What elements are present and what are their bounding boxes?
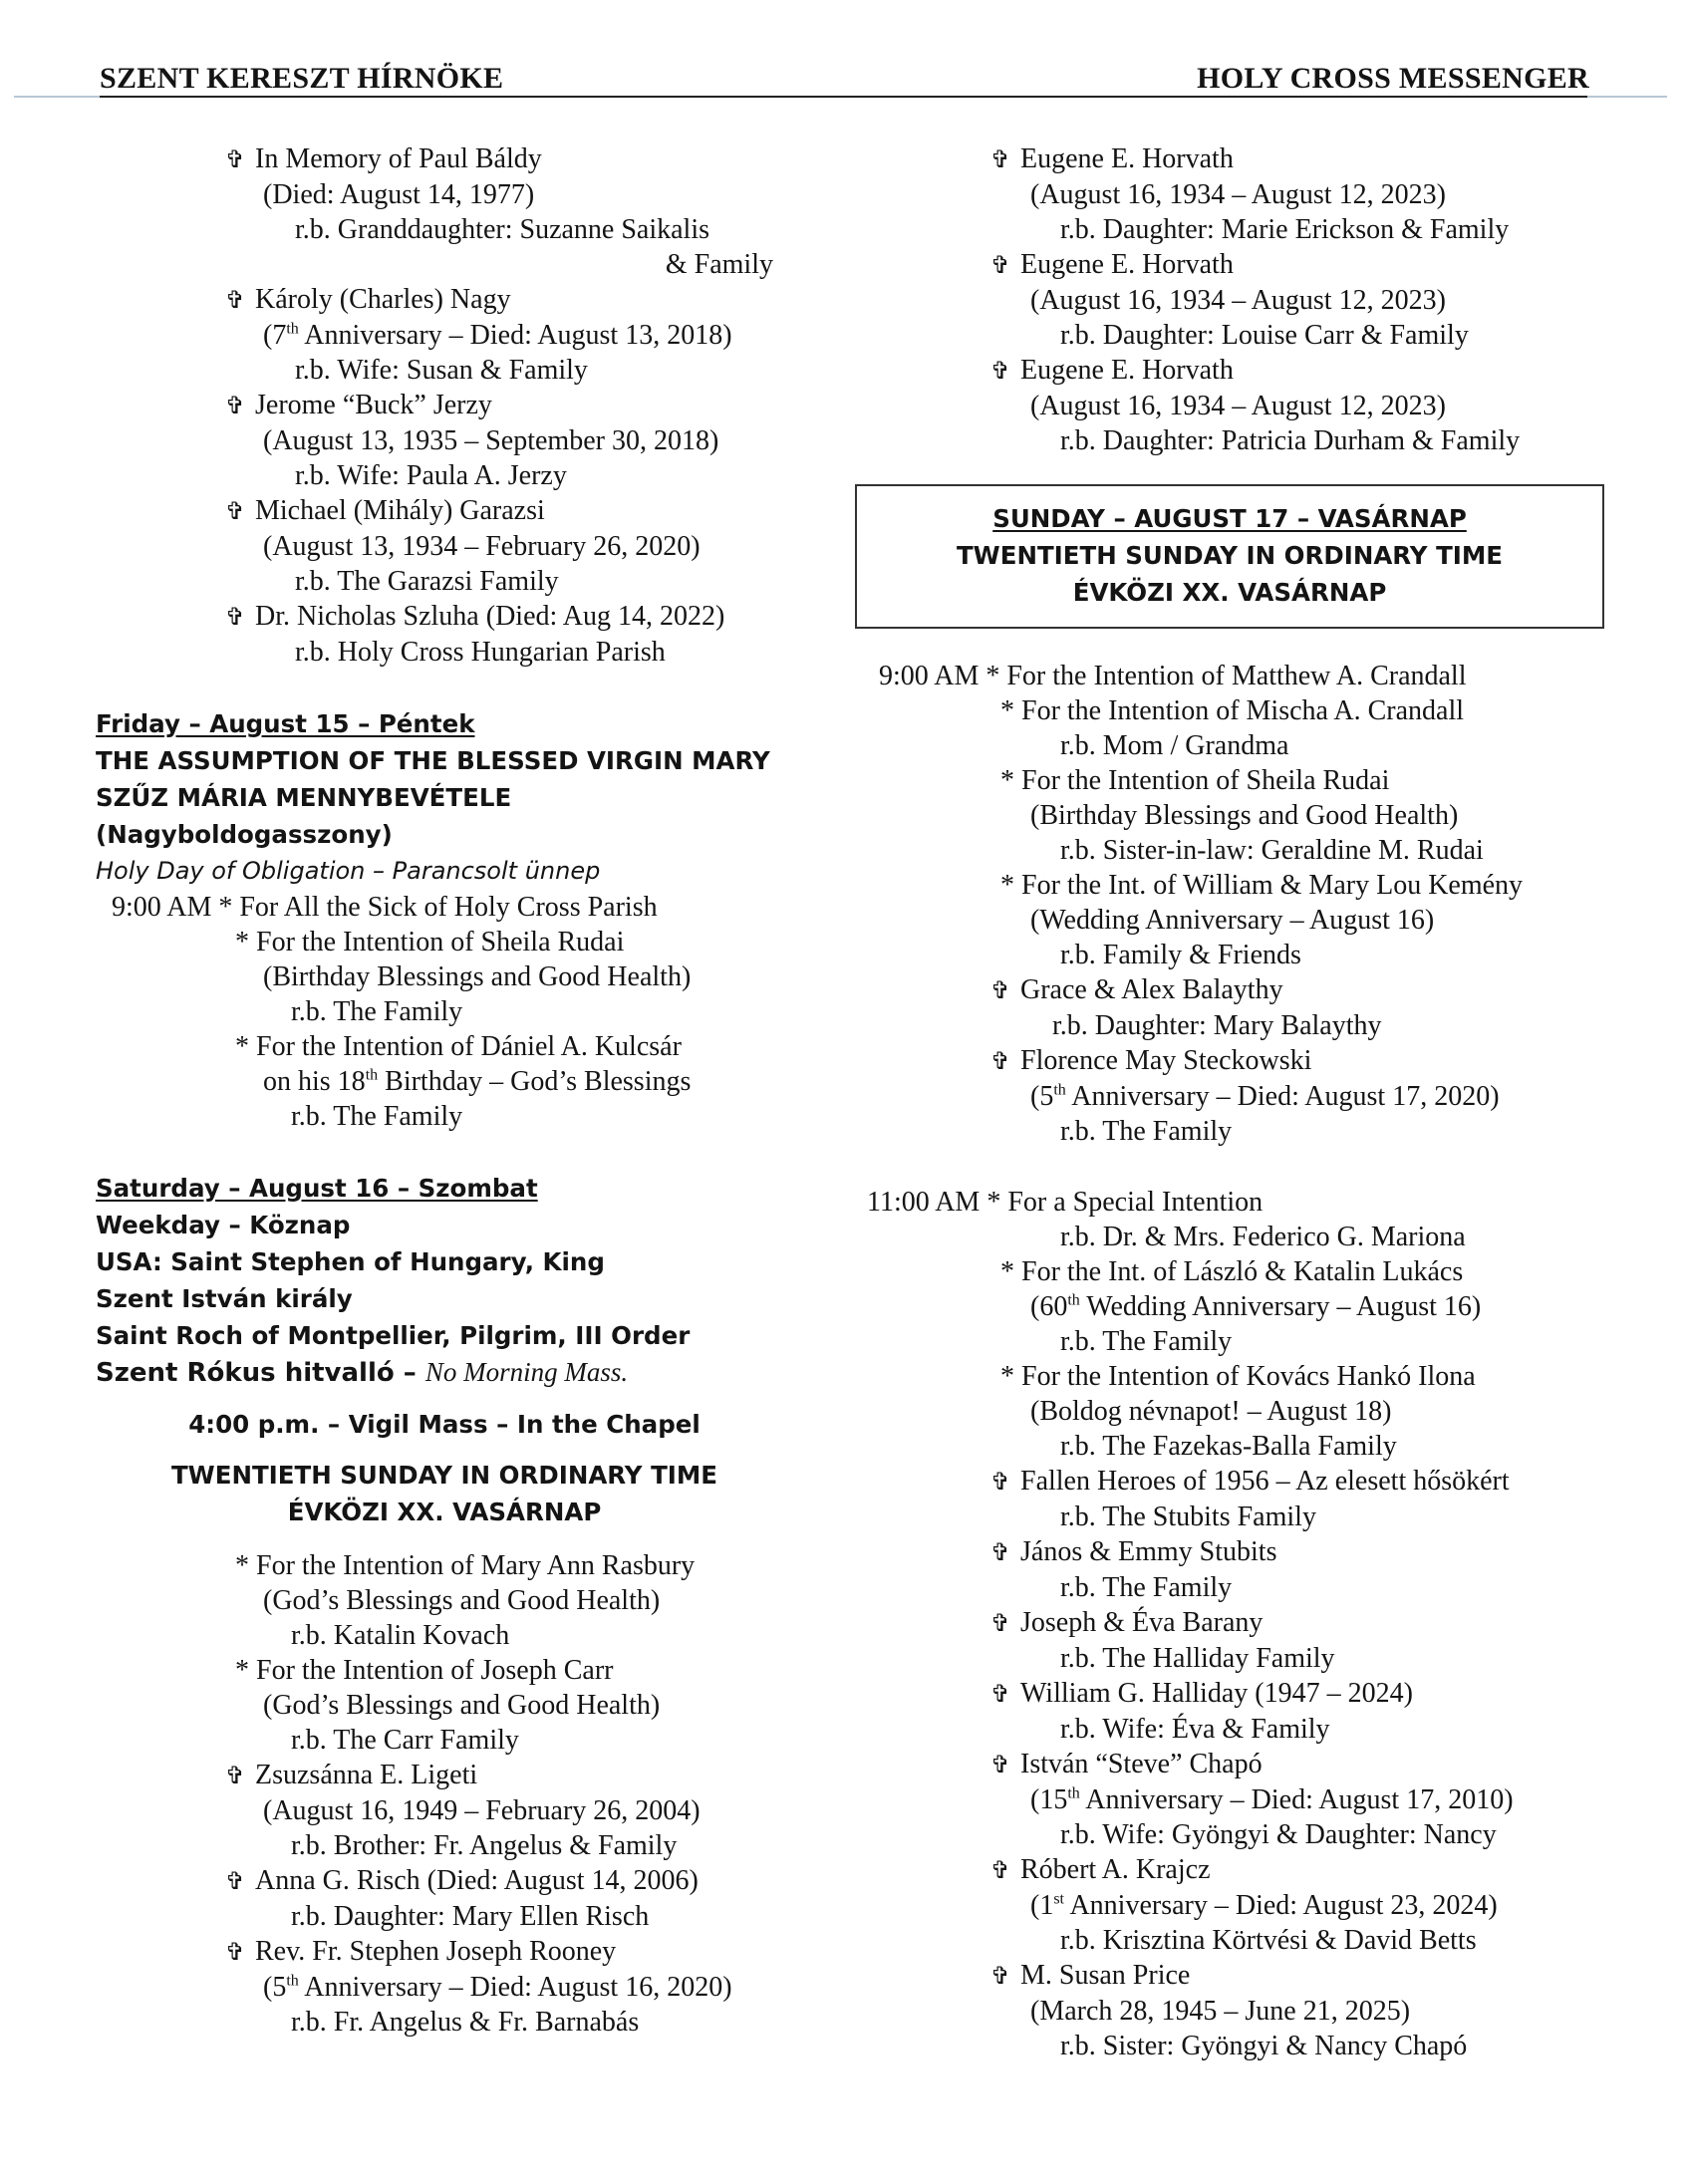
sunday-11am-intentions bbox=[855, 1185, 1612, 2063]
memorial-entry: ✞ Károly (Charles) Nagy bbox=[96, 282, 793, 318]
sunday-title-1: TWENTIETH SUNDAY IN ORDINARY TIME bbox=[956, 541, 1504, 570]
memorial-entry: ✞ Zsuzsánna E. Ligeti bbox=[96, 1758, 793, 1793]
intention-line: (God’s Blessings and Good Health) bbox=[263, 1585, 661, 1616]
header-left-title: SZENT KERESZT HÍRNÖKE bbox=[100, 62, 504, 95]
intention-line: r.b. Granddaughter: Suzanne Saikalis bbox=[295, 214, 710, 245]
memorial-list-right bbox=[855, 141, 1612, 458]
vigil-sunday-title-1: TWENTIETH SUNDAY IN ORDINARY TIME bbox=[170, 1461, 718, 1490]
header-rule bbox=[14, 96, 1667, 98]
cross-icon: ✞ bbox=[225, 286, 246, 314]
intention-line: r.b. The Family bbox=[291, 1101, 463, 1132]
memorial-entry: ✞ Dr. Nicholas Szluha (Died: Aug 14, 2022) bbox=[96, 599, 793, 635]
intention-line: (Birthday Blessings and Good Health) bbox=[1030, 800, 1459, 831]
intention-line: r.b. The Family bbox=[291, 996, 463, 1027]
saturday-heading: Saturday – August 16 – Szombat bbox=[96, 1174, 538, 1203]
intention-line: r.b. The Stubits Family bbox=[1060, 1502, 1316, 1532]
intention-line: (60th Wedding Anniversary – August 16) bbox=[1030, 1291, 1482, 1322]
memorial-list-left bbox=[96, 141, 793, 670]
cross-icon: ✞ bbox=[990, 976, 1011, 1004]
intention-line: r.b. Daughter: Patricia Durham & Family bbox=[1060, 425, 1521, 456]
intention-line: (August 13, 1935 – September 30, 2018) bbox=[263, 425, 719, 456]
intention-line: * For the Intention of Joseph Carr bbox=[235, 1655, 614, 1686]
intention-line: (Birthday Blessings and Good Health) bbox=[263, 961, 692, 992]
vigil-mass: 4:00 p.m. – Vigil Mass – In the Chapel bbox=[188, 1410, 701, 1439]
saturday-line-5 bbox=[96, 1354, 793, 1392]
cross-icon: ✞ bbox=[225, 145, 246, 173]
intention-line: (15th Anniversary – Died: August 17, 2010) bbox=[1030, 1784, 1514, 1815]
intention-line: (Boldog névnapot! – August 18) bbox=[1030, 1396, 1392, 1427]
intention-line: r.b. Mom / Grandma bbox=[1060, 730, 1289, 761]
memorial-entry: ✞ William G. Halliday (1947 – 2024) bbox=[855, 1676, 1612, 1712]
vigil-intentions bbox=[96, 1548, 793, 2040]
memorial-entry: ✞ Róbert A. Krajcz bbox=[855, 1852, 1612, 1888]
cross-icon: ✞ bbox=[225, 497, 246, 525]
intention-line: (August 16, 1934 – August 12, 2023) bbox=[1030, 179, 1446, 210]
memorial-entry: ✞ Jerome “Buck” Jerzy bbox=[96, 388, 793, 423]
intention-line: * For the Int. of László & Katalin Lukács bbox=[1000, 1256, 1464, 1287]
cross-icon: ✞ bbox=[990, 145, 1011, 173]
left-column bbox=[96, 141, 793, 2040]
intention-line: r.b. The Family bbox=[1060, 1326, 1233, 1357]
intention-line: * For the Intention of Sheila Rudai bbox=[235, 927, 625, 957]
cross-icon: ✞ bbox=[225, 1867, 246, 1895]
intention-line: r.b. Krisztina Körtvési & David Betts bbox=[1060, 1925, 1477, 1956]
memorial-entry: ✞ Rev. Fr. Stephen Joseph Rooney bbox=[96, 1934, 793, 1970]
intention-line: * For the Intention of Sheila Rudai bbox=[1000, 765, 1390, 796]
intention-line: (August 13, 1934 – February 26, 2020) bbox=[263, 531, 701, 562]
cross-icon: ✞ bbox=[990, 1468, 1011, 1496]
intention-line: r.b. The Halliday Family bbox=[1060, 1643, 1335, 1674]
intention-line: * For the Intention of Mary Ann Rasbury bbox=[235, 1550, 696, 1581]
memorial-entry: ✞ István “Steve” Chapó bbox=[855, 1747, 1612, 1782]
friday-intentions bbox=[96, 890, 793, 1134]
memorial-entry: ✞ Eugene E. Horvath bbox=[855, 141, 1612, 177]
intention-line: (7th Anniversary – Died: August 13, 2018) bbox=[263, 320, 732, 351]
intention-line: * For the Int. of William & Mary Lou Kemény bbox=[1000, 870, 1524, 901]
intention-line: r.b. Katalin Kovach bbox=[291, 1620, 510, 1651]
intention-line: r.b. The Family bbox=[1060, 1572, 1233, 1603]
intention-line: (August 16, 1934 – August 12, 2023) bbox=[1030, 391, 1446, 421]
mass-time-line: 9:00 AM * For the Intention of Matthew A. Crandall bbox=[879, 661, 1467, 691]
intention-line: r.b. Fr. Angelus & Fr. Barnabás bbox=[291, 2007, 640, 2038]
friday-section bbox=[96, 705, 793, 1134]
cross-icon: ✞ bbox=[225, 392, 246, 419]
intention-line: & Family bbox=[665, 249, 773, 280]
saturday-line-2: USA: Saint Stephen of Hungary, King bbox=[96, 1247, 605, 1276]
intention-line: (Died: August 14, 1977) bbox=[263, 179, 535, 210]
intention-line: (God’s Blessings and Good Health) bbox=[263, 1690, 661, 1721]
memorial-entry: ✞ Florence May Steckowski bbox=[855, 1043, 1612, 1079]
intention-line: r.b. Wife: Paula A. Jerzy bbox=[295, 460, 567, 491]
memorial-entry: ✞ Fallen Heroes of 1956 – Az elesett hősökért bbox=[855, 1464, 1612, 1500]
intention-line: r.b. Family & Friends bbox=[1060, 940, 1301, 970]
sunday-heading-box bbox=[855, 484, 1604, 629]
cross-icon: ✞ bbox=[990, 1856, 1011, 1884]
memorial-entry: ✞ János & Emmy Stubits bbox=[855, 1534, 1612, 1570]
friday-feast-1: THE ASSUMPTION OF THE BLESSED VIRGIN MARY bbox=[96, 746, 770, 775]
intention-line: r.b. Sister: Gyöngyi & Nancy Chapó bbox=[1060, 2031, 1468, 2061]
memorial-entry: ✞ Michael (Mihály) Garazsi bbox=[96, 493, 793, 529]
intention-line: (5th Anniversary – Died: August 17, 2020) bbox=[1030, 1081, 1500, 1112]
memorial-entry: ✞ Eugene E. Horvath bbox=[855, 353, 1612, 389]
vigil-sunday-title-2: ÉVKÖZI XX. VASÁRNAP bbox=[287, 1498, 602, 1526]
intention-line: (August 16, 1949 – February 26, 2004) bbox=[263, 1795, 701, 1826]
header-right-title: HOLY CROSS MESSENGER bbox=[1197, 62, 1589, 95]
intention-line: r.b. Brother: Fr. Angelus & Family bbox=[291, 1830, 678, 1861]
intention-line: r.b. Sister-in-law: Geraldine M. Rudai bbox=[1060, 835, 1484, 866]
intention-line: r.b. Wife: Susan & Family bbox=[295, 355, 588, 386]
cross-icon: ✞ bbox=[990, 1047, 1011, 1075]
intention-line: on his 18th Birthday – God’s Blessings bbox=[263, 1066, 692, 1097]
memorial-entry: ✞ Joseph & Éva Barany bbox=[855, 1605, 1612, 1641]
saturday-rokus: Szent Rókus hitvalló – bbox=[96, 1358, 425, 1388]
intention-line: r.b. Wife: Gyöngyi & Daughter: Nancy bbox=[1060, 1819, 1497, 1850]
saturday-line-1: Weekday – Köznap bbox=[96, 1211, 351, 1239]
intention-line: * For the Intention of Dániel A. Kulcsár bbox=[235, 1031, 682, 1062]
intention-line: (March 28, 1945 – June 21, 2025) bbox=[1030, 1996, 1411, 2027]
memorial-entry: ✞ Eugene E. Horvath bbox=[855, 247, 1612, 283]
intention-line: (1st Anniversary – Died: August 23, 2024) bbox=[1030, 1890, 1498, 1921]
cross-icon: ✞ bbox=[225, 1938, 246, 1966]
intention-line: r.b. The Fazekas-Balla Family bbox=[1060, 1431, 1397, 1462]
intention-line: r.b. The Carr Family bbox=[291, 1725, 519, 1756]
intention-line: r.b. Daughter: Mary Balaythy bbox=[1052, 1010, 1382, 1041]
intention-line: r.b. The Family bbox=[1060, 1116, 1233, 1147]
saturday-line-4: Saint Roch of Montpellier, Pilgrim, III Order bbox=[96, 1321, 691, 1350]
mass-time-line: 11:00 AM * For a Special Intention bbox=[867, 1187, 1264, 1218]
intention-line: r.b. Daughter: Marie Erickson & Family bbox=[1060, 214, 1510, 245]
cross-icon: ✞ bbox=[990, 1751, 1011, 1778]
saturday-section bbox=[96, 1170, 793, 2040]
sunday-9am-intentions bbox=[855, 659, 1612, 1149]
intention-line: (Wedding Anniversary – August 16) bbox=[1030, 905, 1435, 936]
friday-obligation: Holy Day of Obligation – Parancsolt ünnep bbox=[96, 857, 601, 885]
friday-feast-3: (Nagyboldogasszony) bbox=[96, 820, 393, 849]
intention-line: r.b. Holy Cross Hungarian Parish bbox=[295, 637, 666, 668]
intention-line: * For the Intention of Kovács Hankó Ilona bbox=[1000, 1361, 1476, 1392]
cross-icon: ✞ bbox=[990, 1962, 1011, 1990]
intention-line: r.b. Dr. & Mrs. Federico G. Mariona bbox=[1060, 1222, 1466, 1252]
cross-icon: ✞ bbox=[990, 1538, 1011, 1566]
cross-icon: ✞ bbox=[225, 1762, 246, 1789]
intention-line: (5th Anniversary – Died: August 16, 2020) bbox=[263, 1972, 732, 2003]
cross-icon: ✞ bbox=[990, 357, 1011, 385]
cross-icon: ✞ bbox=[990, 251, 1011, 279]
intention-line: * For the Intention of Mischa A. Crandall bbox=[1000, 695, 1465, 726]
intention-line: (August 16, 1934 – August 12, 2023) bbox=[1030, 285, 1446, 316]
memorial-entry: ✞ Anna G. Risch (Died: August 14, 2006) bbox=[96, 1863, 793, 1899]
friday-feast-2: SZŰZ MÁRIA MENNYBEVÉTELE bbox=[96, 783, 512, 812]
memorial-entry: ✞ Grace & Alex Balaythy bbox=[855, 972, 1612, 1008]
intention-line: r.b. The Garazsi Family bbox=[295, 566, 559, 597]
sunday-heading: SUNDAY – AUGUST 17 – VASÁRNAP bbox=[992, 504, 1467, 533]
memorial-entry: ✞ In Memory of Paul Báldy bbox=[96, 141, 793, 177]
saturday-line-3: Szent István király bbox=[96, 1284, 353, 1313]
cross-icon: ✞ bbox=[990, 1680, 1011, 1708]
intention-line: r.b. Daughter: Mary Ellen Risch bbox=[291, 1901, 650, 1932]
memorial-entry: ✞ M. Susan Price bbox=[855, 1958, 1612, 1994]
mass-time-line: 9:00 AM * For All the Sick of Holy Cross Parish bbox=[112, 892, 658, 923]
cross-icon: ✞ bbox=[990, 1609, 1011, 1637]
cross-icon: ✞ bbox=[225, 603, 246, 631]
no-morning-mass: No Morning Mass. bbox=[424, 1357, 629, 1387]
intention-line: r.b. Daughter: Louise Carr & Family bbox=[1060, 320, 1469, 351]
sunday-title-2: ÉVKÖZI XX. VASÁRNAP bbox=[1072, 578, 1387, 607]
friday-heading: Friday – August 15 – Péntek bbox=[96, 709, 475, 738]
right-column bbox=[855, 141, 1612, 2063]
intention-line: r.b. Wife: Éva & Family bbox=[1060, 1714, 1330, 1745]
